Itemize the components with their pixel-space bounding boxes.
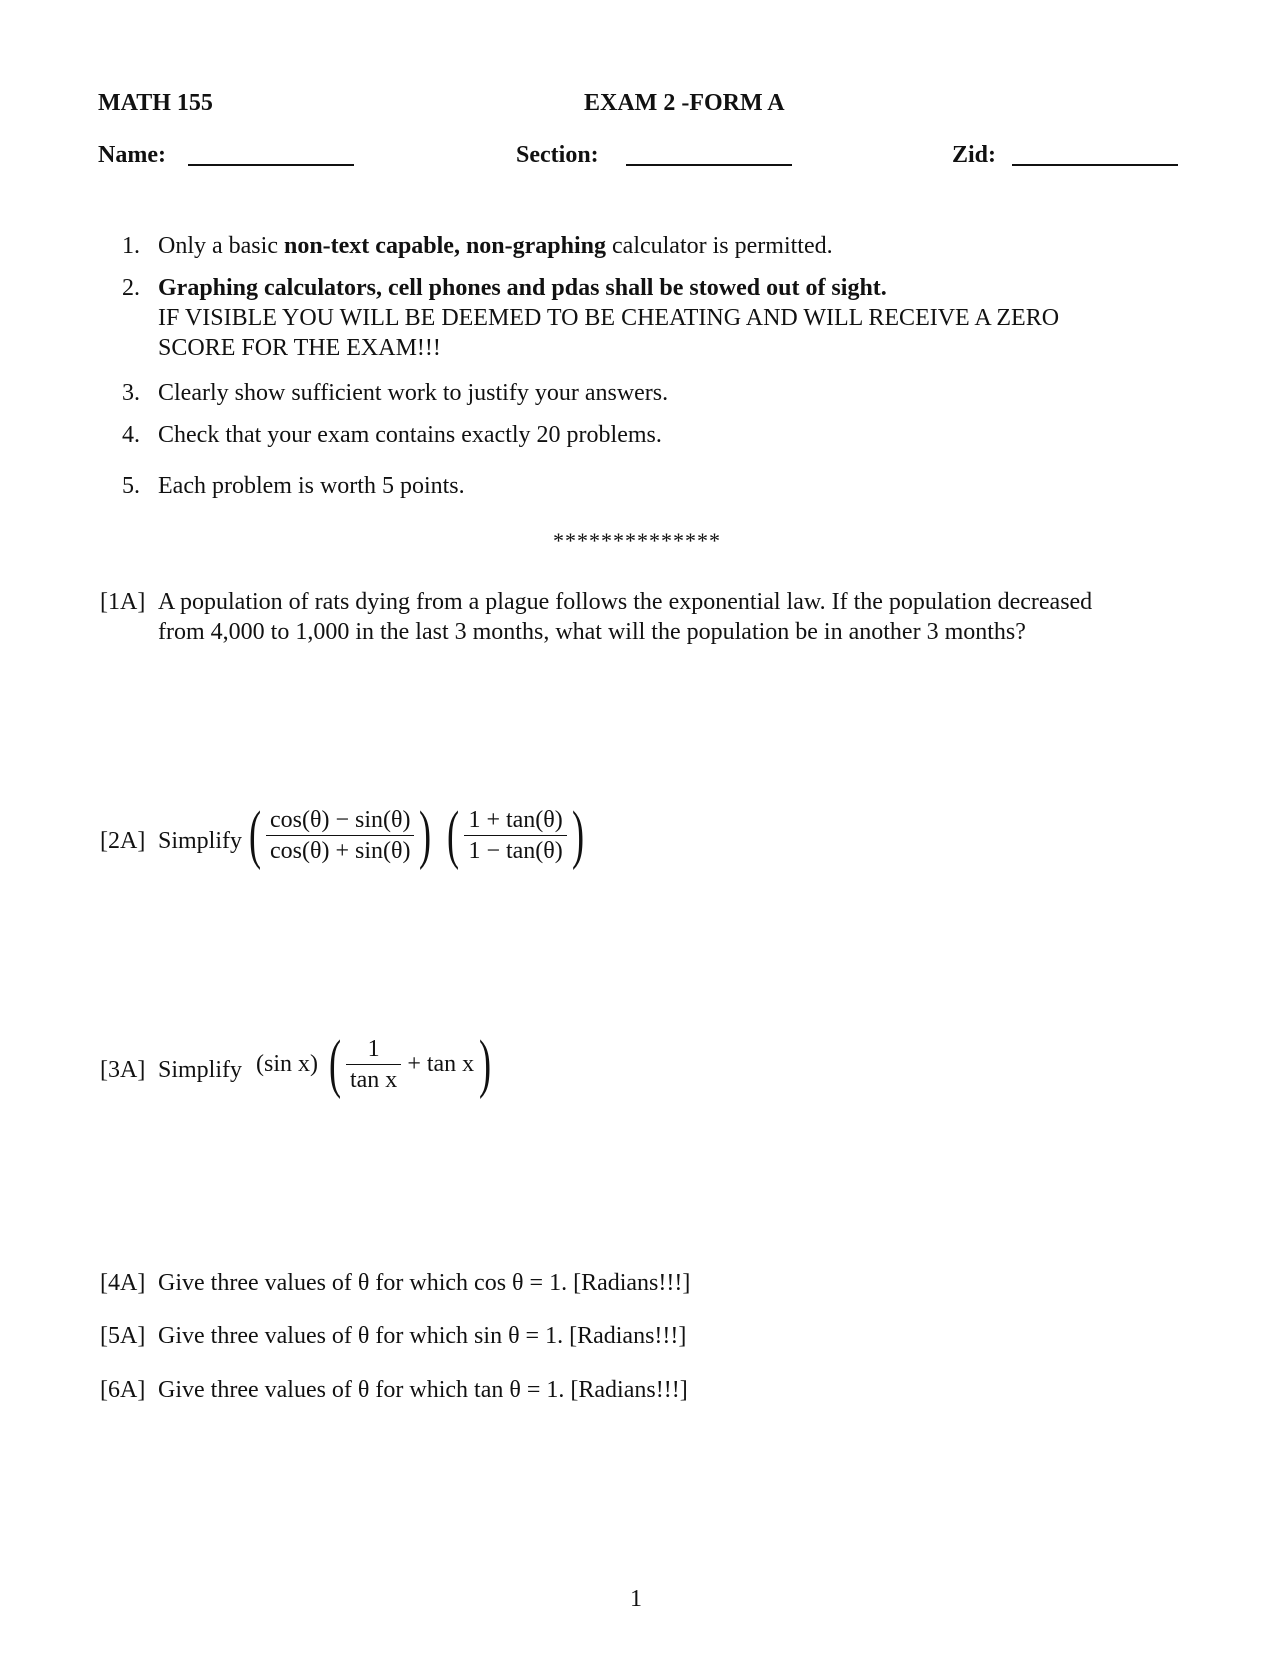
numerator: 1 [346,1034,401,1065]
problem-text: Simplify [158,828,243,854]
instruction-warning-line: SCORE FOR THE EXAM!!! [158,335,441,361]
instruction-number: 1. [122,233,140,259]
right-paren: ) [571,798,584,871]
instruction-warning-line: IF VISIBLE YOU WILL BE DEEMED TO BE CHEATING AND WILL RECEIVE A ZERO [158,305,1060,331]
page-number: 1 [630,1586,642,1612]
fraction [346,1034,401,1095]
problem-text: Give three values of θ for which cos θ = 1. [Radians!!!] [158,1270,691,1296]
problem-text: Give three values of θ for which tan θ = 1. [Radians!!!] [158,1377,688,1403]
instruction-text: Each problem is worth 5 points. [158,473,465,499]
denominator: tan x [349,1066,398,1093]
instruction-text-pre: Only a basic [158,233,284,259]
zid-label: Zid: [952,142,997,168]
zid-field-line[interactable] [1012,164,1178,166]
instruction-text-post: calculator is permitted. [606,233,833,259]
course-title: MATH 155 [98,90,213,116]
instruction-text: Clearly show sufficient work to justify your answers. [158,380,669,406]
problem-label: [1A] [100,589,146,615]
section-separator: ************** [553,528,721,553]
instruction-number: 4. [122,422,140,448]
instruction-text-bold: Graphing calculators, cell phones and pdas shall be stowed out of sight. [158,275,887,301]
problem-expression [244,798,589,871]
right-paren: ) [419,798,432,871]
instruction-text-bold: non-text capable, non-graphing [283,233,607,259]
left-paren: ( [447,798,460,871]
instruction-text [158,231,833,261]
factor: (sin x) [256,1051,318,1077]
problem-text: from 4,000 to 1,000 in the last 3 months, what will the population be in another 3 months? [158,619,1026,645]
problem-expression [256,1027,496,1100]
problem-label: [4A] [100,1270,146,1296]
fraction [266,805,415,866]
name-field-line[interactable] [188,164,354,166]
exam-title: EXAM 2 -FORM A [584,90,785,116]
instruction-number: 3. [122,380,140,406]
instruction-number: 2. [122,275,140,301]
section-field-line[interactable] [626,164,792,166]
problem-label: [3A] [100,1057,146,1083]
left-paren: ( [328,1027,342,1100]
problem-text: A population of rats dying from a plague follows the exponential law. If the population decreased [158,589,1093,615]
problem-label: [6A] [100,1377,146,1403]
problem-text: Simplify [158,1057,243,1083]
name-label: Name: [98,142,166,168]
tail-term: + tan x [407,1051,475,1077]
problem-label: [5A] [100,1323,146,1349]
instruction-text: Check that your exam contains exactly 20 problems. [158,422,662,448]
problem-label: [2A] [100,828,146,854]
left-paren: ( [248,798,262,871]
right-paren: ) [479,1027,492,1100]
instruction-number: 5. [122,473,140,499]
problem-text: Give three values of θ for which sin θ = 1. [Radians!!!] [158,1323,687,1349]
denominator: 1 − tan(θ) [468,837,563,864]
numerator: 1 + tan(θ) [464,805,566,836]
fraction [464,805,566,866]
numerator: cos(θ) − sin(θ) [266,805,415,836]
section-label: Section: [516,142,599,168]
denominator: cos(θ) + sin(θ) [269,837,411,864]
